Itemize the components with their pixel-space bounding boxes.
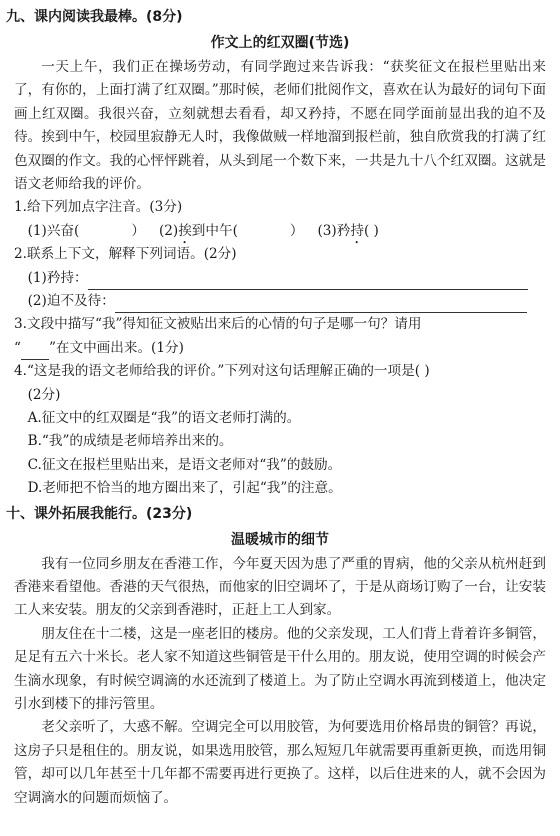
q2-item-1: (1)矜持： <box>14 267 546 290</box>
q4-option-a[interactable]: A.征文中的红双圈是“我”的语文老师打满的。 <box>27 409 301 426</box>
question-4-line-1: 4.“这是我的语文老师给我的评价。”下列对这句话理解正确的一项是( ) <box>14 363 430 380</box>
question-3-line-1: 3.文段中描写“我”得知征文被贴出来后的心情的句子是哪一句？请用 <box>14 316 422 333</box>
q1-option-3: (3)矜持( ) <box>317 222 379 239</box>
passage-2-paragraph-1: 我有一位同乡朋友在香港工作，今年夏天因为患了严重的胃病，他的父亲从杭州赶到香港来看望他。香港的天气很热，而他家的旧空调坏了，于是从商场订购了一台，让安装工人来安装。朋友的父亲到香港时，正赶上工人到家。 <box>14 555 546 619</box>
question-3-line-2: “ ”在文中画出来。(1分) <box>14 337 546 360</box>
passage-1-title: 作文上的红双圈(节选) <box>210 35 350 51</box>
q2-answer-line-2[interactable] <box>115 294 527 313</box>
q4-option-c[interactable]: C.征文在报栏里贴出来，是语文老师对“我”的鼓励。 <box>27 456 342 473</box>
q1-option-2: (2)挨到中午( ） <box>158 222 304 239</box>
q1-option-1: (1)兴奋( ） <box>27 222 145 239</box>
q4-option-b[interactable]: B.“我”的成绩是老师培养出来的。 <box>27 433 233 450</box>
question-2: 2.联系上下文，解释下列词语。(2分) <box>14 246 237 263</box>
question-1: 1.给下列加点字注音。(3分) <box>14 199 183 216</box>
q3-underline-sample <box>21 343 49 360</box>
question-4-line-2: (2分) <box>27 386 61 403</box>
q4-option-d[interactable]: D.老师把不恰当的地方圈出来了，引起“我”的注意。 <box>27 480 342 497</box>
q2-answer-line-1[interactable] <box>88 271 528 290</box>
section-10-heading: 十、课外拓展我能行。(23分) <box>6 505 193 522</box>
question-1-options <box>14 220 546 243</box>
passage-2-paragraph-2: 朋友住在十二楼，这是一座老旧的楼房。他的父亲发现，工人们背上背着许多铜管，足足有五六十米长。老人家不知道这些铜管是干什么用的。朋友说，使用空调的时候会产生滴水现象，有时候空调滴的水还流到了楼道上。为了防止空调水再流到楼道上，他决定引水到楼下的排污管里。 <box>14 625 546 712</box>
q2-item-2: (2)迫不及待： <box>14 290 546 313</box>
passage-2-title: 温暖城市的细节 <box>231 531 329 548</box>
passage-1-text: 一天上午，我们正在操场劳动，有同学跑过来告诉我：“获奖征文在报栏里贴出来了，有你的，上面打满了红双圈。”那时候，老师们批阅作文，喜欢在认为最好的词句下面画上红双圈。我很兴奋，立刻就想去看看，却又矜持，不愿在同学面前显出我的迫不及待。挨到中午，校园里寂静无人时，我像做贼一样地溜到报栏前，独自欣赏我的打满了红色双圈的作文。我的心怦怦跳着，从头到尾一个数下来，一共是九十八个红双圈。这就是语文老师给我的评价。 <box>14 59 546 193</box>
passage-2-paragraph-3: 老父亲听了，大惑不解。空调完全可以用胶管，为何要选用价格昂贵的铜管？再说，这房子只是租住的。朋友说，如果选用胶管，那么短短几年就需要再重新更换，而选用铜管，却可以几年甚至十几年都不需要再进行更换了。这样，以后住进来的人，就不会因为空调滴水的问题而烦恼了。 <box>14 719 546 806</box>
section-9-heading: 九、课内阅读我最棒。(8分) <box>6 9 183 25</box>
